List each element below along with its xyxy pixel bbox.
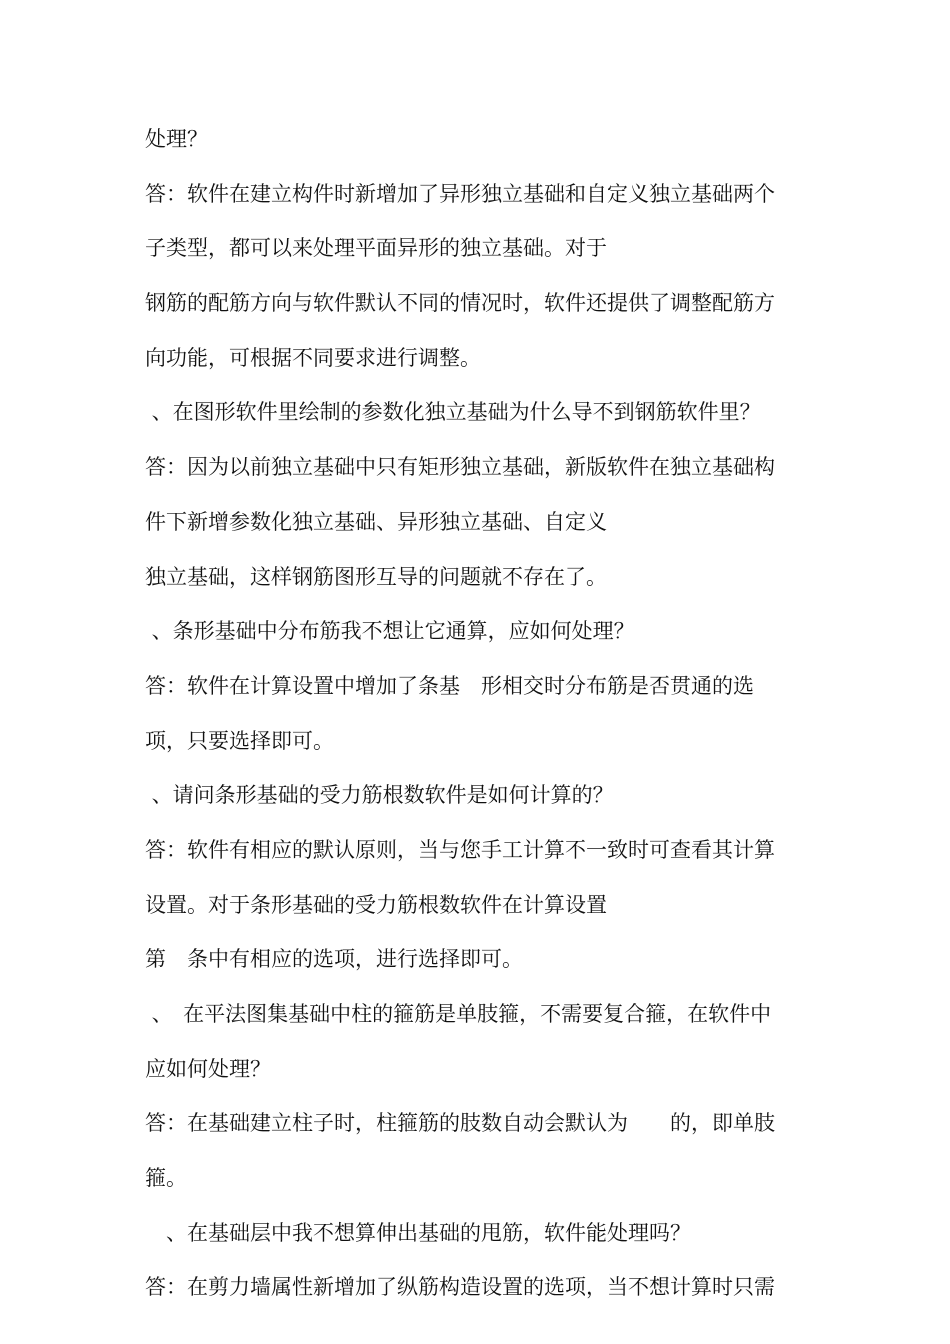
question-line: 、请问条形基础的受力筋根数软件是如何计算的？ (145, 783, 614, 808)
text-line: 答：在剪力墙属性新增加了纵筋构造设置的选项，当不想计算时只需 (145, 1275, 775, 1300)
text-line: 应如何处理？ (145, 1056, 271, 1081)
body-text (145, 112, 825, 1315)
text-line: 答：因为以前独立基础中只有矩形独立基础，新版软件在独立基础构 (145, 455, 775, 480)
text-line: 件下新增参数化独立基础、异形独立基础、自定义 (145, 509, 607, 534)
question-line: 、在基础层中我不想算伸出基础的甩筋，软件能处理吗？ (145, 1220, 691, 1245)
text-line: 独立基础，这样钢筋图形互导的问题就不存在了。 (145, 564, 607, 589)
question-line: 、在图形软件里绘制的参数化独立基础为什么导不到钢筋软件里？ (145, 400, 761, 425)
text-line: 答：软件有相应的默认原则，当与您手工计算不一致时可查看其计算 (145, 837, 775, 862)
text-line: 答：软件在建立构件时新增加了异形独立基础和自定义独立基础两个 (145, 181, 775, 206)
text-line: 答：在基础建立柱子时，柱箍筋的肢数自动会默认为 的，即单肢 (145, 1111, 775, 1136)
text-line: 向功能，可根据不同要求进行调整。 (145, 345, 481, 370)
text-line: 箍。 (145, 1166, 187, 1191)
text-line: 钢筋的配筋方向与软件默认不同的情况时，软件还提供了调整配筋方 (145, 291, 775, 316)
text-line: 设置。对于条形基础的受力筋根数软件在计算设置 (145, 892, 607, 917)
text-line: 项，只要选择即可。 (145, 728, 334, 753)
text-line: 第 条中有相应的选项，进行选择即可。 (145, 947, 523, 972)
question-line: 、 在平法图集基础中柱的箍筋是单肢箍，不需要复合箍，在软件中 (145, 1002, 772, 1026)
text-line: 子类型，都可以来处理平面异形的独立基础。对于 (145, 236, 607, 261)
text-line: 答：软件在计算设置中增加了条基 形相交时分布筋是否贯通的选 (145, 673, 754, 698)
question-line: 、条形基础中分布筋我不想让它通算，应如何处理？ (145, 619, 635, 644)
text-line: 处理？ (145, 127, 208, 151)
